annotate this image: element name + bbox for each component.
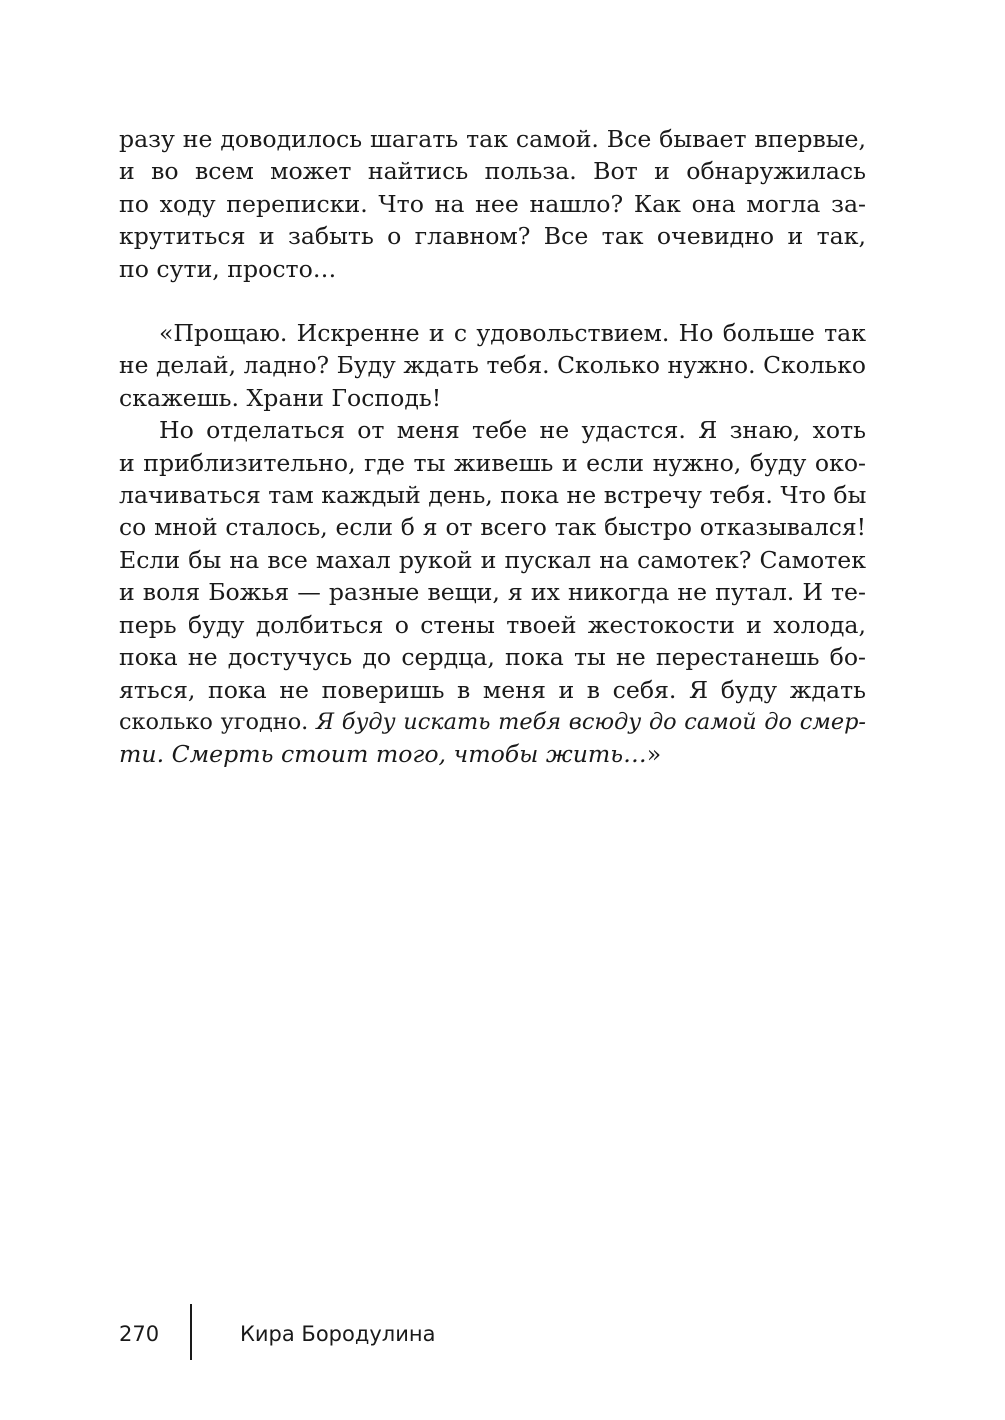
text-line xyxy=(119,706,866,738)
text-line xyxy=(119,738,866,770)
text-line: перь буду долбиться о стены твоей жестокости и холода, xyxy=(119,610,866,639)
text-line: яться, пока не поверишь в меня и в себя. Я буду ждать xyxy=(119,675,866,704)
page-body xyxy=(119,123,866,771)
author-name: Кира Бородулина xyxy=(240,1322,436,1346)
text-line: лачиваться там каждый день, пока не встречу тебя. Что бы xyxy=(119,481,867,510)
paragraph-1 xyxy=(119,123,866,285)
text-line: пока не достучусь до сердца, пока ты не перестанешь бо- xyxy=(119,643,866,672)
text-line: и воля Божья — разные вещи, я их никогда не путал. И те- xyxy=(119,578,866,607)
paragraph-3 xyxy=(119,414,866,770)
text-line: «Прощаю. Искренне и с удовольствием. Но больше так xyxy=(159,319,866,348)
text-line: по сути, просто… xyxy=(119,254,337,283)
text-line: крутиться и забыть о главном? Все так очевидно и так, xyxy=(119,222,866,251)
footer-divider xyxy=(190,1304,192,1360)
text-italic: ти. Смерть стоит того, чтобы жить… xyxy=(119,740,647,769)
text-line: и во всем может найтись польза. Вот и обнаружилась xyxy=(119,157,866,186)
closing-quote: » xyxy=(646,740,662,769)
text-line: разу не доводилось шагать так самой. Все бывает впервые, xyxy=(119,125,866,153)
text-line: скажешь. Храни Господь! xyxy=(119,383,442,412)
paragraph-2 xyxy=(119,317,866,414)
text-line: Но отделаться от меня тебе не удастся. Я знаю, хоть xyxy=(159,416,866,445)
text-line: со мной сталось, если б я от всего так быстро отказывался! xyxy=(119,513,866,542)
text-line: не делай, ладно? Буду ждать тебя. Сколько нужно. Сколько xyxy=(119,351,866,380)
text-line: по ходу переписки. Что на нее нашло? Как она могла за- xyxy=(119,189,866,218)
text-line: и приблизительно, где ты живешь и если нужно, буду око- xyxy=(119,448,866,477)
text-line: Если бы на все махал рукой и пускал на самотек? Самотек xyxy=(119,545,866,574)
page-number: 270 xyxy=(119,1322,160,1346)
text-italic: Я буду искать тебя всюду до самой до смер- xyxy=(316,708,866,735)
text-regular: сколько угодно. xyxy=(119,708,316,735)
